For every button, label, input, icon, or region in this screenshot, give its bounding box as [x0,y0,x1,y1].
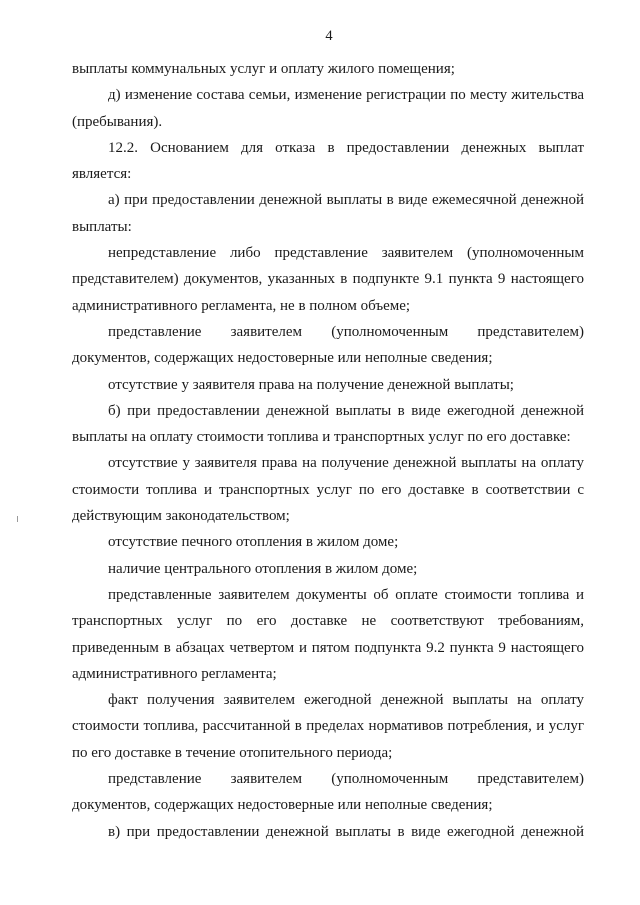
paragraph: в) при предоставлении денежной выплаты в виде ежегодной денежной [108,823,584,840]
paragraph: представление заявителем (уполномоченным представителем) документов, содержащих недостоверные или неполные сведения; [72,771,584,814]
paragraph: д) изменение состава семьи, изменение регистрации по месту жительства (пребывания). [72,87,584,130]
paragraph: б) при предоставлении денежной выплаты в виде ежегодной денежной выплаты на оплату стоимости топлива и транспортных услуг по его доставке: [72,402,584,446]
paragraph: представленные заявителем документы об оплате стоимости топлива и транспортных услуг по его доставке не соответствуют требованиям, приведенным в абзацах четвертом и пятом подпункта 9.2 пункта 9 настоящего административного регламента; [72,586,584,682]
document-body [72,56,584,845]
paragraph: отсутствие печного отопления в жилом доме; [108,534,399,551]
paragraph: 12.2. Основанием для отказа в предоставлении денежных выплат является: [72,139,584,183]
scan-artifact [17,516,18,522]
paragraph: наличие центрального отопления в жилом доме; [108,560,418,577]
paragraph: а) при предоставлении денежной выплаты в виде ежемесячной денежной выплаты: [72,192,584,235]
paragraph: факт получения заявителем ежегодной денежной выплаты на оплату стоимости топлива, рассчитанной в пределах нормативов потребления, и услуг по его доставке в течение отопительного периода; [72,692,584,761]
paragraph: отсутствие у заявителя права на получение денежной выплаты на оплату стоимости топлива и транспортных услуг по его доставке в соответствии с действующим законодательством; [72,455,584,525]
paragraph: отсутствие у заявителя права на получение денежной выплаты; [108,376,514,393]
paragraph: представление заявителем (уполномоченным представителем) документов, содержащих недостоверные или неполные сведения; [72,323,584,367]
paragraph: непредставление либо представление заявителем (уполномоченным представителем) документов, указанных в подпункте 9.1 пункта 9 настоящего административного регламента, не в полном объеме; [72,245,584,314]
page-number: 4 [325,28,333,44]
paragraph: выплаты коммунальных услуг и оплату жилого помещения; [72,61,455,77]
